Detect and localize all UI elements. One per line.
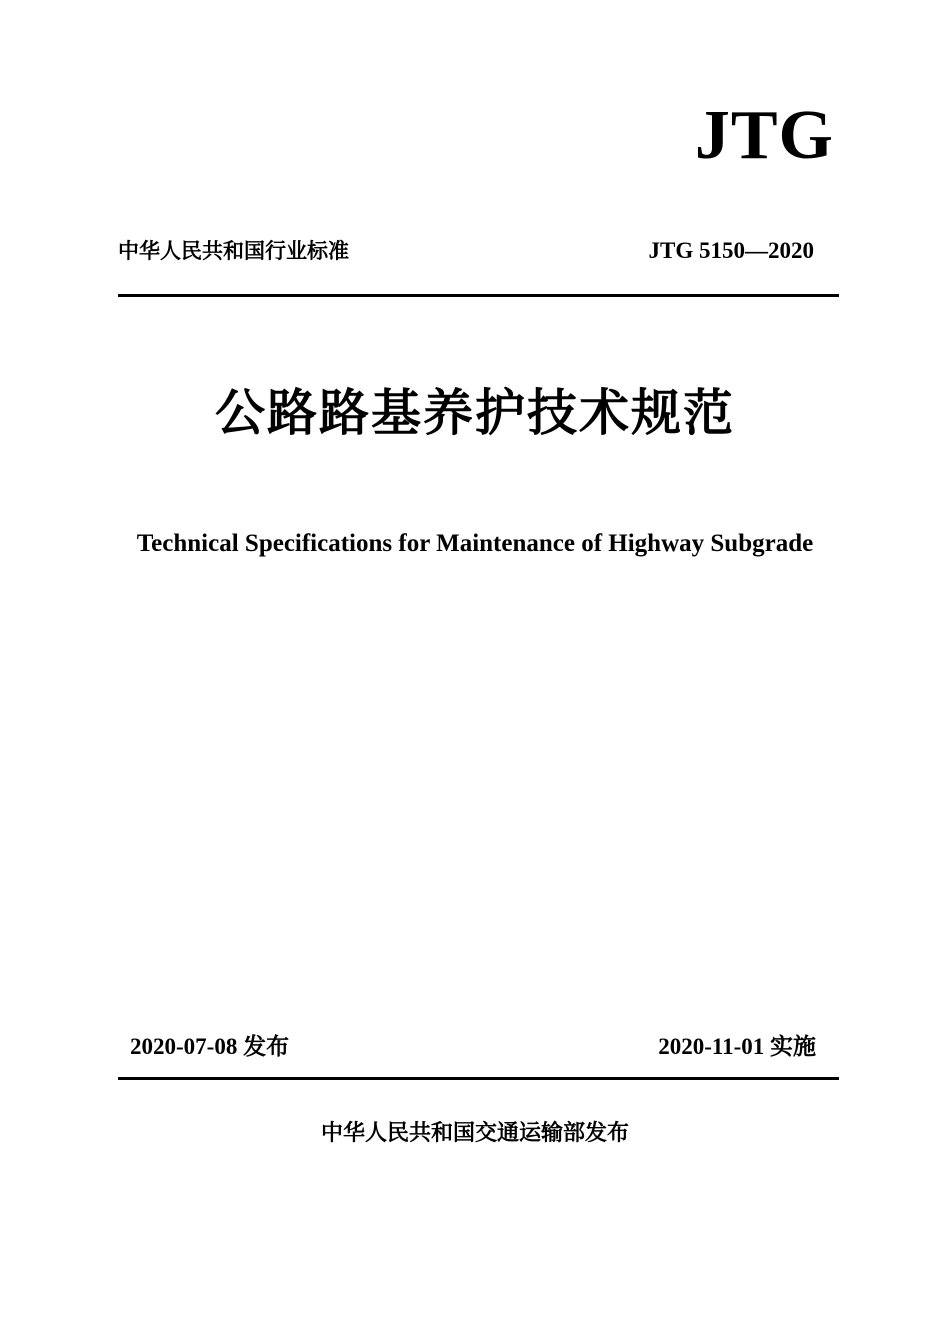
effective-date: 2020-11-01 实施 <box>658 1034 816 1059</box>
bottom-divider <box>118 1077 839 1080</box>
document-title-english: Technical Specifications for Maintenance of Highway Subgrade <box>136 530 814 557</box>
publisher: 中华人民共和国交通运输部发布 <box>320 1121 629 1146</box>
standard-category: 中华人民共和国行业标准 <box>118 239 349 263</box>
top-divider <box>118 294 839 297</box>
jtg-logo: JTG <box>694 97 834 174</box>
issue-date: 2020-07-08 发布 <box>130 1034 290 1059</box>
standard-number: JTG 5150—2020 <box>648 238 814 263</box>
document-title-chinese: 公路路基养护技术规范 <box>215 384 735 442</box>
